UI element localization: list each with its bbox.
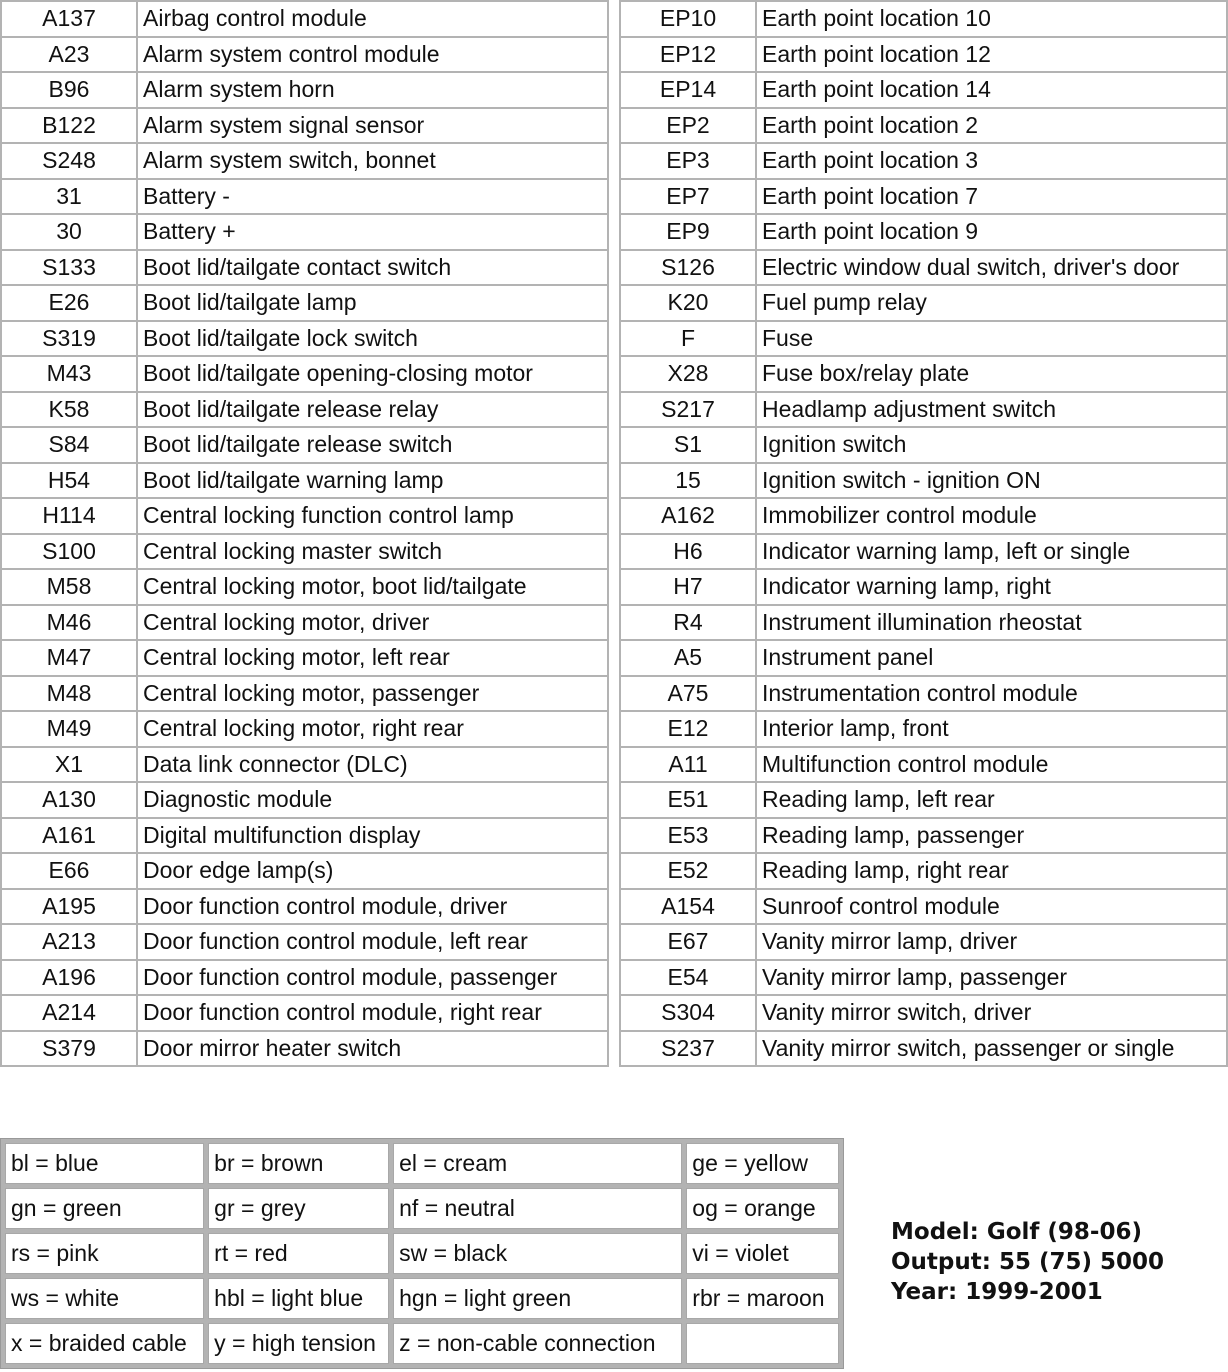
colour-row (5, 1323, 839, 1364)
legend-row (621, 2, 1226, 36)
component-description: Alarm system signal sensor (138, 109, 607, 143)
component-code: EP3 (621, 144, 755, 178)
component-code: S84 (2, 428, 136, 462)
component-code: M46 (2, 606, 136, 640)
component-code: S1 (621, 428, 755, 462)
colour-code-cell: rt = red (208, 1233, 389, 1274)
colour-code-cell: rbr = maroon (686, 1278, 839, 1319)
component-description: Ignition switch - ignition ON (757, 464, 1226, 498)
component-description: Reading lamp, right rear (757, 854, 1226, 888)
legend-row (2, 322, 607, 356)
component-description: Boot lid/tailgate release switch (138, 428, 607, 462)
component-code: S319 (2, 322, 136, 356)
component-description: Headlamp adjustment switch (757, 393, 1226, 427)
component-code: M49 (2, 712, 136, 746)
component-code: EP12 (621, 38, 755, 72)
component-code: S248 (2, 144, 136, 178)
component-description: Central locking motor, boot lid/tailgate (138, 570, 607, 604)
legend-row (2, 393, 607, 427)
component-description: Earth point location 2 (757, 109, 1226, 143)
component-code: A154 (621, 890, 755, 924)
component-code: K20 (621, 286, 755, 320)
component-code: B122 (2, 109, 136, 143)
colour-row (5, 1233, 839, 1274)
component-code: 30 (2, 215, 136, 249)
colour-code-cell: gn = green (5, 1188, 204, 1229)
component-description: Digital multifunction display (138, 819, 607, 853)
component-description: Reading lamp, left rear (757, 783, 1226, 817)
component-description: Vanity mirror switch, passenger or single (757, 1032, 1226, 1066)
legend-row (2, 570, 607, 604)
component-description: Boot lid/tailgate lock switch (138, 322, 607, 356)
legend-row (621, 570, 1226, 604)
component-code: F (621, 322, 755, 356)
colour-code-cell: vi = violet (686, 1233, 839, 1274)
component-description: Door function control module, driver (138, 890, 607, 924)
component-code: M43 (2, 357, 136, 391)
legend-row (2, 251, 607, 285)
legend-row (2, 215, 607, 249)
component-code: E66 (2, 854, 136, 888)
component-code: EP9 (621, 215, 755, 249)
component-description: Vanity mirror lamp, passenger (757, 961, 1226, 995)
colour-code-cell: ge = yellow (686, 1143, 839, 1184)
component-code: H114 (2, 499, 136, 533)
component-description: Alarm system horn (138, 73, 607, 107)
component-description: Boot lid/tailgate opening-closing motor (138, 357, 607, 391)
legend-row (621, 712, 1226, 746)
legend-row (2, 783, 607, 817)
colour-code-cell: ws = white (5, 1278, 204, 1319)
component-description: Instrument illumination rheostat (757, 606, 1226, 640)
component-code: A213 (2, 925, 136, 959)
legend-row (2, 890, 607, 924)
component-code: H6 (621, 535, 755, 569)
component-description: Central locking motor, right rear (138, 712, 607, 746)
component-code: EP14 (621, 73, 755, 107)
component-code: E67 (621, 925, 755, 959)
component-code: A75 (621, 677, 755, 711)
legend-row (621, 677, 1226, 711)
legend-row (2, 286, 607, 320)
component-description: Earth point location 12 (757, 38, 1226, 72)
model-line: Model: Golf (98-06) (891, 1219, 1143, 1245)
component-code: EP10 (621, 2, 755, 36)
colour-code-cell: hgn = light green (393, 1278, 682, 1319)
legend-row (621, 961, 1226, 995)
legend-row (621, 890, 1226, 924)
legend-row (2, 748, 607, 782)
legend-row (2, 2, 607, 36)
colour-code-cell: og = orange (686, 1188, 839, 1229)
colour-code-cell: rs = pink (5, 1233, 204, 1274)
legend-row (2, 38, 607, 72)
component-code: S217 (621, 393, 755, 427)
component-description: Boot lid/tailgate lamp (138, 286, 607, 320)
colour-code-cell: z = non-cable connection (393, 1323, 682, 1364)
component-description: Diagnostic module (138, 783, 607, 817)
model-info (891, 1217, 1164, 1307)
component-code: E54 (621, 961, 755, 995)
legend-row (621, 286, 1226, 320)
component-code: H54 (2, 464, 136, 498)
component-description: Earth point location 7 (757, 180, 1226, 214)
component-description: Interior lamp, front (757, 712, 1226, 746)
legend-row (621, 38, 1226, 72)
legend-row (2, 144, 607, 178)
component-legend-right (619, 0, 1228, 1067)
colour-code-cell: bl = blue (5, 1143, 204, 1184)
legend-row (2, 606, 607, 640)
component-code: S237 (621, 1032, 755, 1066)
component-description: Alarm system switch, bonnet (138, 144, 607, 178)
component-code: A11 (621, 748, 755, 782)
colour-code-cell: y = high tension (208, 1323, 389, 1364)
component-code: A161 (2, 819, 136, 853)
component-code: E26 (2, 286, 136, 320)
component-description: Reading lamp, passenger (757, 819, 1226, 853)
component-code: A162 (621, 499, 755, 533)
legend-row (621, 819, 1226, 853)
colour-code-cell: br = brown (208, 1143, 389, 1184)
legend-row (2, 357, 607, 391)
component-description: Central locking function control lamp (138, 499, 607, 533)
component-description: Airbag control module (138, 2, 607, 36)
wire-colour-codes (0, 1138, 844, 1369)
component-description: Boot lid/tailgate release relay (138, 393, 607, 427)
component-code: A5 (621, 641, 755, 675)
component-description: Boot lid/tailgate warning lamp (138, 464, 607, 498)
legend-row (621, 854, 1226, 888)
legend-row (2, 1032, 607, 1066)
component-code: A23 (2, 38, 136, 72)
component-description: Indicator warning lamp, right (757, 570, 1226, 604)
component-description: Vanity mirror switch, driver (757, 996, 1226, 1030)
component-description: Central locking motor, left rear (138, 641, 607, 675)
legend-row (621, 748, 1226, 782)
component-code: S100 (2, 535, 136, 569)
legend-row (2, 996, 607, 1030)
component-code: 31 (2, 180, 136, 214)
legend-row (621, 251, 1226, 285)
legend-row (2, 109, 607, 143)
component-description: Instrument panel (757, 641, 1226, 675)
year-line: Year: 1999-2001 (891, 1279, 1103, 1305)
component-code: X28 (621, 357, 755, 391)
component-code: A214 (2, 996, 136, 1030)
component-code: EP2 (621, 109, 755, 143)
legend-row (2, 499, 607, 533)
component-description: Central locking motor, driver (138, 606, 607, 640)
component-code: E52 (621, 854, 755, 888)
legend-row (621, 1032, 1226, 1066)
component-description: Earth point location 3 (757, 144, 1226, 178)
colour-code-cell: nf = neutral (393, 1188, 682, 1229)
legend-row (2, 535, 607, 569)
legend-row (621, 535, 1226, 569)
legend-row (2, 819, 607, 853)
component-code: EP7 (621, 180, 755, 214)
legend-row (621, 180, 1226, 214)
legend-row (621, 606, 1226, 640)
legend-row (621, 109, 1226, 143)
legend-row (621, 783, 1226, 817)
component-description: Door edge lamp(s) (138, 854, 607, 888)
legend-row (2, 854, 607, 888)
component-code: A137 (2, 2, 136, 36)
component-code: E51 (621, 783, 755, 817)
colour-code-cell (686, 1323, 839, 1364)
component-description: Indicator warning lamp, left or single (757, 535, 1226, 569)
component-code: K58 (2, 393, 136, 427)
component-code: M48 (2, 677, 136, 711)
component-code: R4 (621, 606, 755, 640)
legend-row (621, 996, 1226, 1030)
component-description: Fuse box/relay plate (757, 357, 1226, 391)
legend-row (621, 428, 1226, 462)
component-description: Door function control module, right rear (138, 996, 607, 1030)
component-description: Ignition switch (757, 428, 1226, 462)
colour-code-cell: hbl = light blue (208, 1278, 389, 1319)
component-code: 15 (621, 464, 755, 498)
component-code: E12 (621, 712, 755, 746)
component-code: M58 (2, 570, 136, 604)
colour-row (5, 1188, 839, 1229)
component-description: Alarm system control module (138, 38, 607, 72)
component-code: X1 (2, 748, 136, 782)
component-description: Electric window dual switch, driver's door (757, 251, 1226, 285)
component-description: Fuel pump relay (757, 286, 1226, 320)
component-code: S379 (2, 1032, 136, 1066)
component-description: Immobilizer control module (757, 499, 1226, 533)
component-code: E53 (621, 819, 755, 853)
colour-code-cell: el = cream (393, 1143, 682, 1184)
colour-row (5, 1143, 839, 1184)
legend-row (2, 961, 607, 995)
legend-row (2, 712, 607, 746)
legend-row (621, 925, 1226, 959)
legend-row (621, 499, 1226, 533)
component-code: M47 (2, 641, 136, 675)
colour-row (5, 1278, 839, 1319)
legend-row (2, 677, 607, 711)
legend-row (621, 322, 1226, 356)
colour-code-cell: gr = grey (208, 1188, 389, 1229)
colour-code-cell: sw = black (393, 1233, 682, 1274)
legend-row (2, 428, 607, 462)
legend-row (621, 641, 1226, 675)
legend-row (2, 464, 607, 498)
output-line: Output: 55 (75) 5000 (891, 1249, 1165, 1275)
legend-row (621, 464, 1226, 498)
component-code: A195 (2, 890, 136, 924)
component-description: Door function control module, passenger (138, 961, 607, 995)
component-description: Multifunction control module (757, 748, 1226, 782)
component-code: S126 (621, 251, 755, 285)
component-description: Earth point location 10 (757, 2, 1226, 36)
legend-row (621, 215, 1226, 249)
legend-row (2, 180, 607, 214)
component-description: Earth point location 14 (757, 73, 1226, 107)
component-description: Instrumentation control module (757, 677, 1226, 711)
component-code: B96 (2, 73, 136, 107)
legend-row (2, 925, 607, 959)
component-description: Fuse (757, 322, 1226, 356)
component-description: Sunroof control module (757, 890, 1226, 924)
component-legend-left (0, 0, 609, 1067)
component-description: Door mirror heater switch (138, 1032, 607, 1066)
legend-row (621, 73, 1226, 107)
component-code: S133 (2, 251, 136, 285)
component-description: Central locking motor, passenger (138, 677, 607, 711)
component-description: Boot lid/tailgate contact switch (138, 251, 607, 285)
component-description: Data link connector (DLC) (138, 748, 607, 782)
legend-row (2, 641, 607, 675)
legend-row (621, 357, 1226, 391)
legend-row (2, 73, 607, 107)
component-description: Door function control module, left rear (138, 925, 607, 959)
component-code: H7 (621, 570, 755, 604)
component-description: Battery - (138, 180, 607, 214)
component-description: Battery + (138, 215, 607, 249)
component-description: Central locking master switch (138, 535, 607, 569)
component-code: S304 (621, 996, 755, 1030)
component-description: Vanity mirror lamp, driver (757, 925, 1226, 959)
legend-row (621, 144, 1226, 178)
component-code: A196 (2, 961, 136, 995)
component-code: A130 (2, 783, 136, 817)
legend-row (621, 393, 1226, 427)
component-description: Earth point location 9 (757, 215, 1226, 249)
colour-code-cell: x = braided cable (5, 1323, 204, 1364)
